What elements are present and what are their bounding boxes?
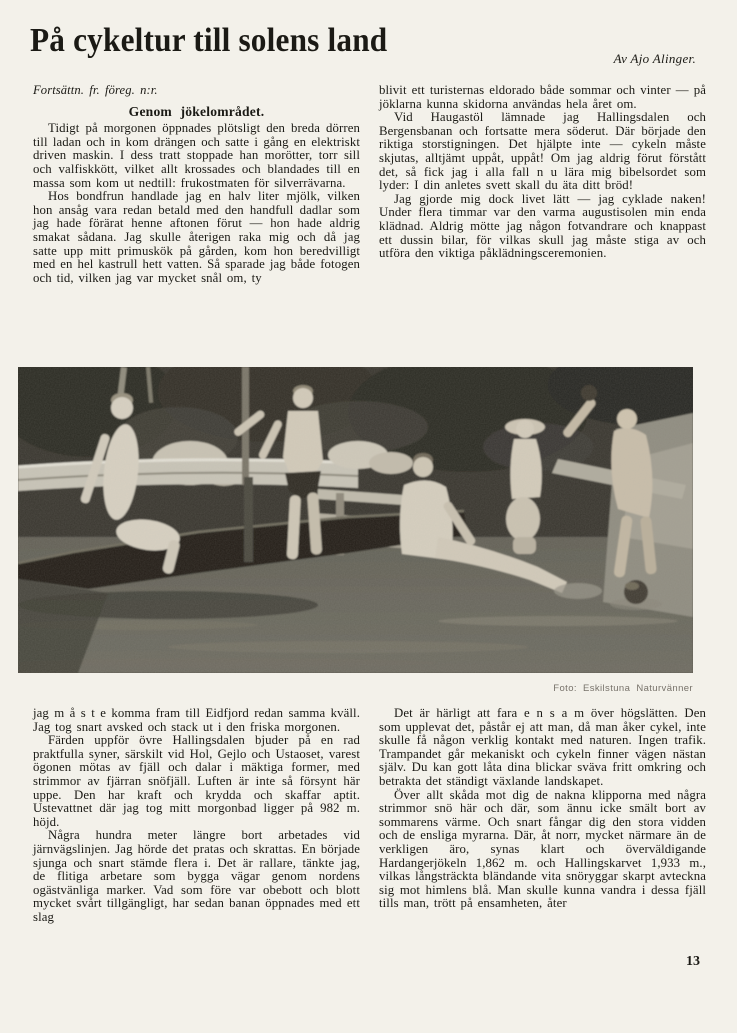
article-byline: Av Ajo Alinger. (613, 51, 696, 66)
column-top-right (379, 84, 706, 285)
paragraph: jag m å s t e komma fram till Eidfjord redan samma kväll. Jag tog snart avsked och stack ut i den friska morgonen. (33, 706, 360, 734)
section-heading: Genom jökelområdet. (128, 103, 265, 119)
paragraph: Några hundra meter längre bort arbetades vid järnvägslinjen. Jag hörde det pratas och skrattas. En började sjunga och snart stämde flera i. Det är rallare, tänkte jag, de flitiga arbetare som bygga vägar genom nordens ogästvänliga marker. Vad som före var obebott och blott mycket svårt tillgängligt, har sedan banan öppnades med ett slag (33, 828, 360, 924)
photo-illustration (18, 367, 693, 673)
paragraph: Tidigt på morgonen öppnades plötsligt den breda dörren till ladan och in kom drängen och satte i gång en elektriskt driven maskin. I dess tratt stoppade han morötter, torr sill och valfiskkött, vilket allt krossades och blandades till en massa som kom ut nedtill: frukostmaten för silverrävarna. (33, 121, 360, 190)
paragraph: Färden uppför övre Hallingsdalen bjuder på en rad praktfulla syner, särskilt vid Hol, Gejlo och Ustaoset, varest ögonen mötas av fjäll och dalar i mäktiga former, med strimmor av fjärran snöfjäll. Luften är inte så försynt här uppe. Den har kraft och krydda och skaffar aptit. Ustevattnet där jag tog mitt morgonbad ligger på 982 m. höjd. (33, 733, 360, 829)
article-title: På cykeltur till solens land (30, 22, 388, 59)
paragraph: Jag gjorde mig dock livet lätt — jag cyklade naken! Under flera timmar var den varma augustisolen min enda klädnad. Aldrig mötte jag någon fotvandrare och knappast ett dussin bilar, för vilkas skull jag måste stiga av och utföra den viktiga påklädningsceremonien. (379, 191, 706, 261)
paragraph: Över allt skåda mot dig de nakna klipporna med några strimmor snö här och där, som ännu icke smält bort av sommarens värme. Och snart fångar dig den stora vidden och de ensliga myrarna. Där, åt norr, mycket närmare än de verkligen äro, synas klart och överväldigande Hardangerjökeln 1,862 m. och Hallingskarvet 1,933 m., vilkas långsträckta bländande vita snöryggar skarpt avteckna sig mot himlens blå. Man skulle kunna vandra i dessa fjäll tills man, trött på ensamheten, åter (379, 787, 706, 911)
paragraph: Det är härligt att fara e n s a m över högslätten. Den som upplevat det, påstår ej att man, då man åker cykel, inte skulle få någon verklig kontakt med naturen. Ingen trafik. Trampandet går mekaniskt och cykeln finner vägen nästan själv. Du kan gott låta dina blickar sväva fritt omkring och betrakta det ständigt växlande landskapet. (379, 706, 706, 788)
paragraph: blivit ett turisternas eldorado både sommar och vinter — på jöklarna kunna skidorna användas hela året om. (379, 83, 706, 111)
photo-credit: Foto: Eskilstuna Naturvänner (553, 683, 693, 694)
top-text-section (33, 84, 707, 285)
bottom-text-section (33, 707, 707, 925)
column-bottom-left (33, 707, 360, 925)
article-photo (18, 367, 693, 673)
paragraph: Hos bondfrun handlade jag en halv liter mjölk, vilken hon ansåg vara redan betald med den handfull dadlar som jag hade förärat henne aftonen förut — hon hade aldrig smakat sådana. Jag skulle återigen raka mig och då jag satte upp mitt primuskök på gården, kom hon beredvilligt med en hel kastrull hett vatten. Så sparade jag både fotogen och tid, vilken jag var mycket snål om, ty (33, 189, 360, 285)
column-top-left (33, 84, 360, 285)
continuation-note: Fortsättn. fr. föreg. n:r. (33, 83, 158, 97)
column-bottom-right (379, 707, 706, 925)
page-number: 13 (686, 954, 700, 969)
paragraph: Vid Haugastöl lämnade jag Hallingsdalen och Bergensbanan och fortsatte mera söderut. Där började den riktiga storstigningen. Det hjälpte inte — cykeln måste skjutas, alltjämt uppåt, uppåt! Om jag aldrig förut förstått det, så fick jag i alla fall n u lära mig bibelsordet som lyder: I din anletes svett skall du äta ditt bröd! (379, 110, 706, 193)
